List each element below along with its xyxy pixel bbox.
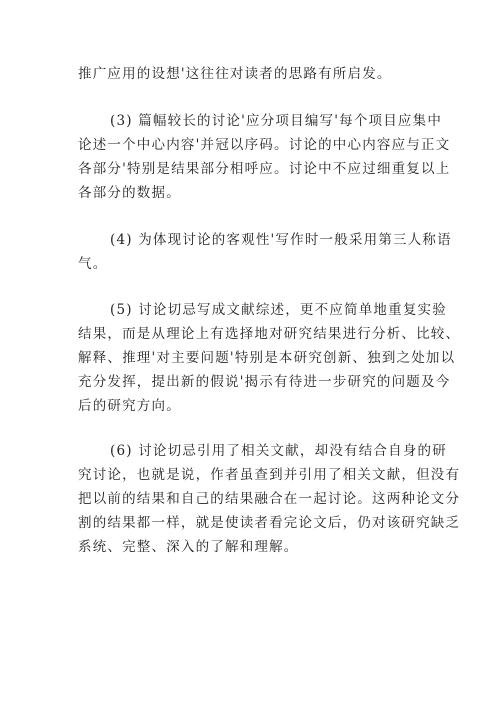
text-line: 解释、推理'对主要问题'特别是本研究创新、独到之处加以	[78, 350, 456, 366]
text-line: 气。	[78, 256, 108, 272]
text-line: 结果，而是从理论上有选择地对研究结果进行分析、比较、	[78, 326, 461, 342]
paragraph-item-5	[78, 298, 461, 418]
text-line: 割的结果都一样，就是使读者看完论文后，仍对该研究缺乏	[78, 515, 461, 531]
paragraph-item-4	[78, 228, 452, 276]
text-line: (4) 为体现讨论的客观性'写作时一般采用第三人称语	[110, 232, 452, 248]
text-line: 各部分'特别是结果部分相呼应。讨论中不应过细重复以上	[78, 161, 451, 177]
text-line: 系统、完整、深入的了解和理解。	[78, 539, 299, 555]
text-line: 推广应用的设想'这往往对读者的思路有所启发。	[78, 66, 392, 82]
paragraph-item-3	[78, 109, 451, 205]
text-line: 究讨论，也就是说，作者虽查到并引用了相关文献，但没有	[78, 467, 461, 483]
text-line: 充分发挥，提出新的假说'揭示有待进一步研究的问题及今	[78, 374, 451, 390]
paragraph-continuation	[78, 62, 428, 86]
text-line: 论述一个中心内容'并冠以序码。讨论的中心内容应与正文	[78, 137, 451, 153]
text-line: 后的研究方向。	[78, 398, 181, 414]
text-line: 把以前的结果和自己的结果融合在一起讨论。这两种论文分	[78, 491, 461, 507]
text-line: 各部分的数据。	[78, 185, 181, 201]
text-line: (6) 讨论切忌引用了相关文献，却没有结合自身的研	[110, 443, 447, 459]
text-line: (3) 篇幅较长的讨论'应分项目编写'每个项目应集中	[110, 113, 443, 129]
paragraph-item-6	[78, 439, 461, 559]
text-line: (5) 讨论切忌写成文献综述，更不应简单地重复实验	[110, 302, 447, 318]
